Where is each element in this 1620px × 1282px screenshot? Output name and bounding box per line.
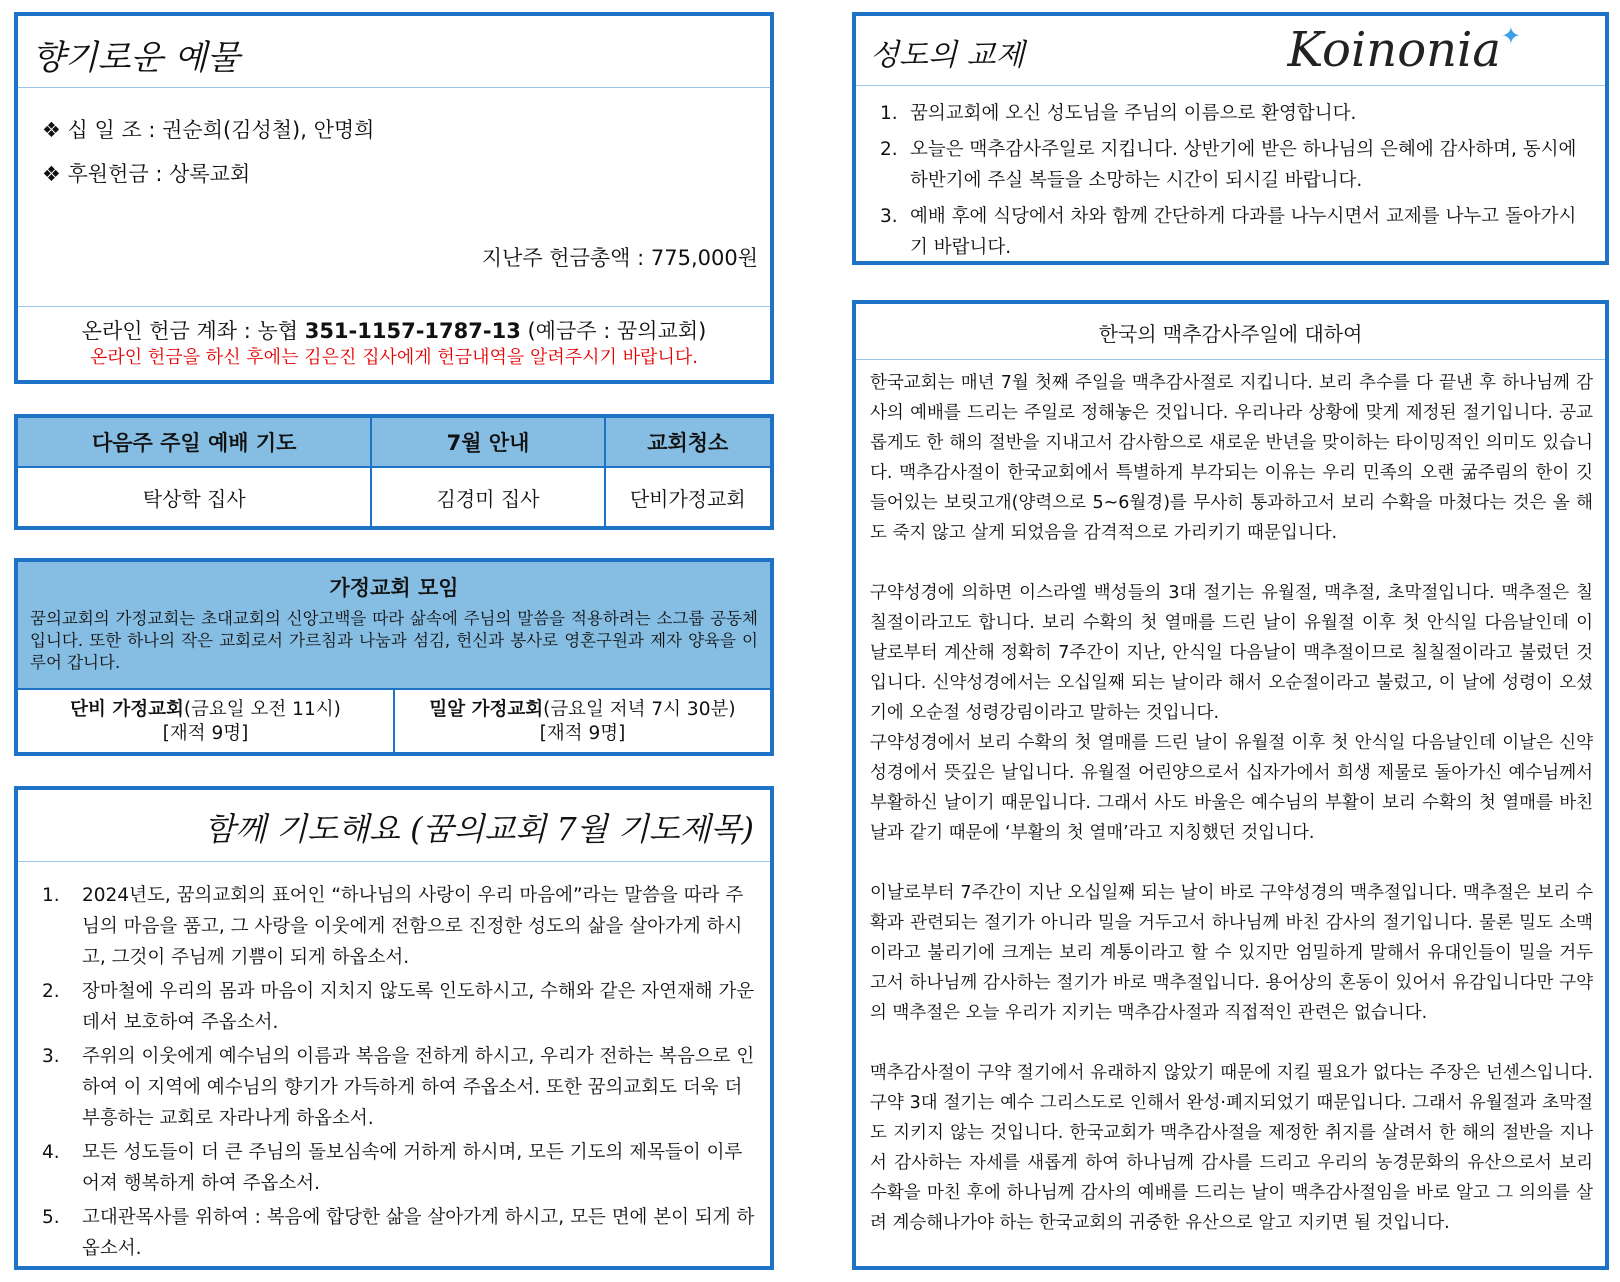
- prayer-list: [18, 862, 770, 1264]
- fellowship-list: [856, 86, 1605, 263]
- sparkle-icon: ✦: [1500, 22, 1521, 50]
- fellowship-title: 성도의 교제: [870, 38, 1025, 73]
- online-account-info: 온라인 헌금 계좌 : 농협 351-1157-1787-13 (예금주 : 꿈의교회) 온라인 헌금을 하신 후에는 김은진 집사에게 헌금내역을 알려주시기 바랍니다.: [18, 306, 770, 371]
- article-title: 한국의 맥추감사주일에 대하여: [856, 304, 1605, 360]
- house-church-title: 가정교회 모임: [329, 576, 459, 600]
- prayer-item: 3. 주위의 이웃에게 예수님의 이름과 복음을 전하게 하시고, 우리가 전하는 복음으로 인하여 이 지역에 예수님의 향기가 가득하게 하여 주옵소서. 또한 꿈의교회도 더욱 더 부흥하는 교회로 자라나게 하옵소서.: [42, 1046, 755, 1129]
- offering-item: ❖ 후원헌금 : 상록교회: [42, 162, 251, 186]
- duty-header: 다음주 주일 예배 기도: [18, 418, 371, 467]
- diamond-bullet-icon: ❖: [42, 162, 61, 186]
- article-paragraph: 구약성경에서 보리 수확의 첫 열매를 드린 날이 유월절 이후 첫 안식일 다음날인데 이날은 신약성경에서 뜻깊은 날입니다. 유월절 어린양으로서 십자가에서 희생 제물로 돌아가신 예수님께서 부활하신 날이기 때문입니다. 그래서 사도 바울은 예수님의 부활이 보리 수확의 첫 열매를 바친 날과 같기 때문에 ‘부활의 첫 열매’라고 지칭했던 것입니다.: [870, 733, 1593, 843]
- article-paragraph: 구약성경에 의하면 이스라엘 백성들의 3대 절기는 유월절, 맥추절, 초막절입니다. 맥추절은 칠칠절이라고도 합니다. 보리 수확의 첫 열매를 드린 날이 유월절 이후 첫 안식일 다음날인데 이 날로부터 계산해 정확히 7주간이 지난, 안식일 다음날이 맥추절이므로 칠칠절이라고 불렀던 것입니다. 신약성경에서는 오십일째 되는 날이라 해서 오순절이라고 불렀고, 이 날에 성령이 오셨기에 오순절 성령강림이라고 말하는 것입니다.: [870, 583, 1593, 723]
- koinonia-logo: Koinonia: [1287, 22, 1501, 78]
- prayer-title: 함께 기도해요 (꿈의교회 7월 기도제목): [18, 790, 770, 862]
- prayer-item: 4. 모든 성도들이 더 큰 주님의 돌보심속에 거하게 하시며, 모든 기도의 제목들이 이루어져 행복하게 하여 주옵소서.: [42, 1142, 743, 1194]
- fellowship-item: 1. 꿈의교회에 오신 성도님을 주님의 이름으로 환영합니다.: [880, 103, 1357, 124]
- prayer-item: 5. 고대관목사를 위하여 : 복음에 합당한 삶을 살아가게 하시고, 모든 면에 본이 되게 하옵소서.: [42, 1207, 755, 1259]
- duty-value: 김경미 집사: [371, 467, 604, 526]
- duty-header: 7월 안내: [371, 418, 604, 467]
- article-paragraph: 이날로부터 7주간이 지난 오십일째 되는 날이 바로 구약성경의 맥추절입니다. 맥추절은 보리 수확과 관련되는 절기가 아니라 밀을 거두고서 하나님께 바친 감사의 절기입니다. 물론 밀도 소맥이라고 불리기에 크게는 보리 계통이라고 할 수 있지만 엄밀하게 말해서 유대인들이 밀을 거두고서 하나님께 감사하는 절기가 바로 맥추절입니다. 용어상의 혼동이 있어서 유감입니다만 구약의 맥추절은 오늘 우리가 지키는 맥추감사절과 직접적인 관련은 없습니다.: [870, 883, 1593, 1023]
- duty-value: 탁상학 집사: [18, 467, 371, 526]
- article-paragraph: 맥추감사절이 구약 절기에서 유래하지 않았기 때문에 지킬 필요가 없다는 주장은 넌센스입니다. 구약 3대 절기는 예수 그리스도로 인해서 완성·폐지되었기 때문입니다. 그래서 유월절과 초막절도 지키지 않는 것입니다. 한국교회가 맥추감사절을 제정한 취지를 살려서 한 해의 절반을 지나서 감사하는 자세를 새롭게 하여 하나님께 감사를 드리고 우리의 농경문화의 유산으로서 보리 수확을 마친 후에 하나님께 감사의 예배를 드리는 날이 맥추감사절임을 바로 알고 그 의의를 살려 계승해나가야 하는 한국교회의 귀중한 유산으로 알고 지키면 될 것입니다.: [870, 1063, 1593, 1233]
- article-section: [852, 300, 1609, 1270]
- offering-notice: 온라인 헌금을 하신 후에는 김은진 집사에게 헌금내역을 알려주시기 바랍니다.: [90, 347, 698, 368]
- offering-list: [18, 88, 770, 196]
- account-number: 351-1157-1787-13: [304, 319, 521, 343]
- duty-header: 교회청소: [605, 418, 770, 467]
- offering-item: ❖ 십 일 조 : 권순희(김성철), 안명희: [42, 118, 375, 142]
- prayer-item: 2. 장마철에 우리의 몸과 마음이 지치지 않도록 인도하시고, 수해와 같은 자연재해 가운데서 보호하여 주옵소서.: [42, 981, 755, 1033]
- offering-title: 향기로운 예물: [18, 16, 770, 88]
- house-church-group: 단비 가정교회(금요일 오전 11시) [재적 9명]: [18, 690, 395, 754]
- house-church-description: 꿈의교회의 가정교회는 초대교회의 신앙고백을 따라 삶속에 주님의 말씀을 적용하려는 소그룹 공동체입니다. 또한 하나의 작은 교회로서 가르침과 나눔과 섬김, 헌신과 봉사로 영혼구원과 제자 양육을 이루어 갑니다.: [30, 609, 758, 672]
- prayer-section: [14, 786, 774, 1270]
- diamond-bullet-icon: ❖: [42, 118, 61, 142]
- fellowship-item: 2. 오늘은 맥추감사주일로 지킵니다. 상반기에 받은 하나님의 은혜에 감사하며, 동시에 하반기에 주실 복들을 소망하는 시간이 되시길 바랍니다.: [880, 139, 1577, 191]
- house-church-section: [14, 558, 774, 756]
- duty-table: [14, 414, 774, 530]
- prayer-item: 1. 2024년도, 꿈의교회의 표어인 “하나님의 사랑이 우리 마음에”라는 말씀을 따라 주님의 마음을 품고, 그 사랑을 이웃에게 전함으로 진정한 성도의 삶을 살아가게 하시고, 그것이 주님께 기쁨이 되게 하옵소서.: [42, 885, 744, 968]
- fellowship-item: 3. 예배 후에 식당에서 차와 함께 간단하게 다과를 나누시면서 교제를 나누고 돌아가시기 바랍니다.: [880, 206, 1577, 258]
- offering-section: [14, 12, 774, 384]
- house-church-group: 밀알 가정교회(금요일 저녁 7시 30분) [재적 9명]: [429, 699, 736, 744]
- article-paragraph: 한국교회는 매년 7월 첫째 주일을 맥추감사절로 지킵니다. 보리 추수를 다 끝낸 후 하나님께 감사의 예배를 드리는 주일로 정해놓은 것입니다. 우리나라 상황에 맞게 제정된 절기입니다. 공교롭게도 한 해의 절반을 지내고서 감사함으로 새로운 반년을 맞이하는 타이밍적인 의미도 있습니다. 맥추감사절이 한국교회에서 특별하게 부각되는 이유는 우리 민족의 오랜 굶주림의 한이 깃들어있는 보릿고개(양력으로 5~6월경)를 무사히 통과하고서 보리 수확을 마쳤다는 것은 올 해도 죽지 않고 살게 되었음을 감격적으로 가리키기 때문입니다.: [870, 373, 1593, 543]
- duty-value: 단비가정교회: [629, 486, 746, 511]
- fellowship-section: [852, 12, 1609, 265]
- offering-total: 지난주 헌금총액 : 775,000원: [481, 246, 758, 270]
